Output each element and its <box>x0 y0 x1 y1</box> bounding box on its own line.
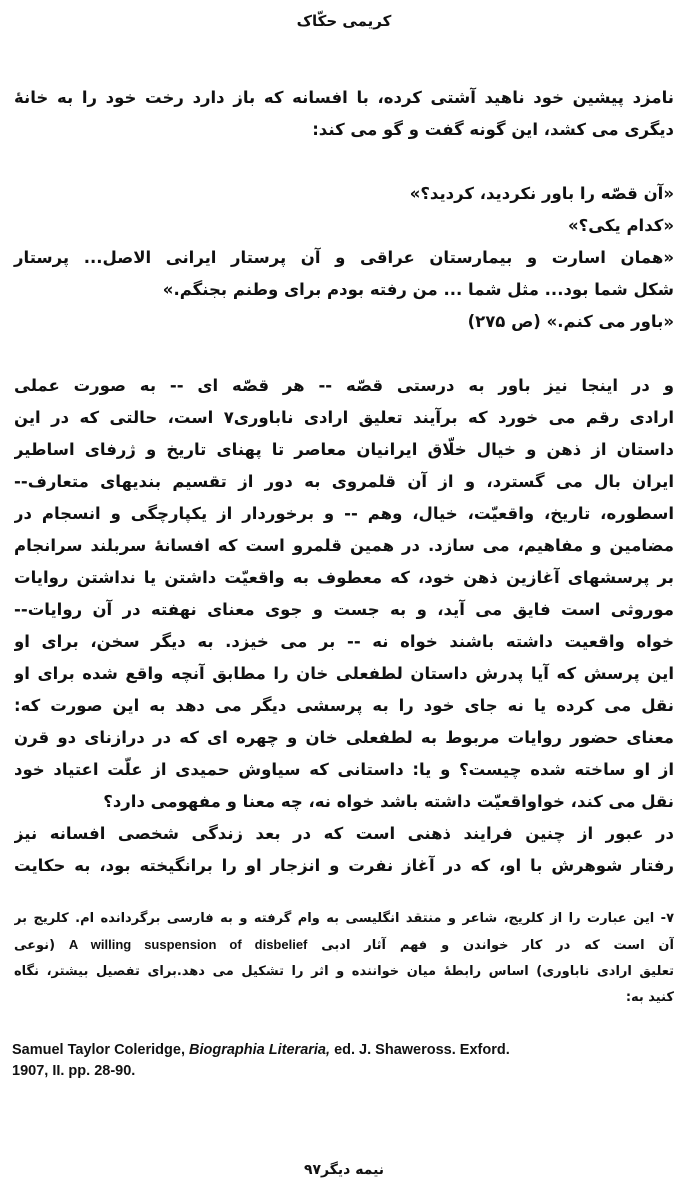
paragraph-line: مضامین و مفاهیم، می سازد. در همین قلمرو است که افسانهٔ سربلند سرانجام <box>14 536 674 555</box>
footnote-line: ۷- این عبارت را از کلریج، شاعر و منتقد انگلیسی به وام گرفته و به فارسی برگردانده ام. کلریج بر <box>14 911 674 926</box>
paragraph-line: نقل می کرده یا نه جای خود را به پرسشی دیگر می دهد به این صورت که: <box>14 696 674 715</box>
footnote-latin-phrase: A willing suspension of disbelief <box>68 937 308 952</box>
page-footer: نیمه دیگر۹۷ <box>303 1162 385 1178</box>
citation-line: 1907, II. pp. 28-90. <box>12 1063 136 1079</box>
paragraph-line: بر پرسشهای آغازین ذهن خود، که معطوف به واقعیّت داشتن یا نداشتن روایات <box>14 568 674 587</box>
dialogue-line: «کدام یکی؟» <box>568 216 674 235</box>
dialogue-line: «آن قصّه را باور نکردید، کردید؟» <box>409 184 674 203</box>
paragraph-line: خواه واقعیت داشته باشند خواه نه -- بر می خیزد. به دیگر سخن، برای او <box>14 632 674 651</box>
footnote-line: تعلیق ارادی ناباوری) اساس رابطهٔ میان خواننده و اثر را تشکیل می دهد.برای تفصیل بیشتر، نگاه <box>14 964 674 979</box>
paragraph-line: از او ساخته شده چیست؟ و یا: داستانی که سیاوش حمیدی از علّت اعتیاد خود <box>14 760 674 779</box>
bibliographic-citation <box>12 1040 682 1082</box>
dialogue-line: شکل شما بود... مثل شما ... من رفته بودم برای وطنم بجنگم.» <box>162 280 674 299</box>
footnote-line-mixed <box>14 932 674 959</box>
paragraph-line: در عبور از چنین فرایند ذهنی است که در بعد زندگی شخصی افسانه نیز <box>14 824 674 843</box>
intro-line: نامزد پیشین خود ناهید آشتی کرده، با افسانه که باز دارد رخت خود را به خانهٔ <box>14 88 674 107</box>
footnote <box>14 906 674 1011</box>
footnote-text: آن است که در کار خواندن و فهم آثار ادبی <box>321 938 674 953</box>
paragraph-line: نقل می کند، خواواقعیّت داشته باشد خواه نه، چه معنا و مفهومی دارد؟ <box>103 792 674 811</box>
paragraph-line: ارادی رقم می خورد که برآیند تعلیق ارادی ناباوری۷ است، حالتی که در این <box>14 408 674 427</box>
dialogue-line: «همان اسارت و بیمارستان عراقی و آن پرستار ایرانی الاصل... پرستار <box>14 248 674 267</box>
paragraph-line: اسطوره، تاریخ، واقعیّت، خیال، وهم -- و برخوردار از یکپارچگی و انسجام در <box>14 504 674 523</box>
paragraph-line: این پرسش که آیا پدرش داستان لطفعلی خان را مطابق آنچه واقع شده برای او <box>14 664 674 683</box>
intro-paragraph <box>14 82 674 146</box>
paragraph-line: داستان از ذهن و خیال خلّاق ایرانیان معاصر تا پهنای تاریخ و ژرفای اساطیر <box>14 440 674 459</box>
paragraph-line: معنای حضور روایات مربوط به لطفعلی خان و چهره ای که در درازنای دو قرن <box>14 728 674 747</box>
paragraph-line: رفتار شوهرش با او، که در آغاز نفرت و انزجار او را برانگیخته بود، به حکایت <box>14 856 674 875</box>
citation-author: Samuel Taylor Coleridge, <box>12 1042 185 1058</box>
dialogue-block <box>14 178 674 338</box>
paragraph-line: موروثی است فایق می آید، و به جست و جوی معنای نهفته در آن روایات-- <box>14 600 674 619</box>
citation-publisher: ed. J. Shaweross. Exford. <box>334 1042 510 1058</box>
intro-line: دیگری می کشد، این گونه گفت و گو می کند: <box>312 120 674 139</box>
dialogue-line: «باور می کنم.» (ص ۲۷۵) <box>467 312 674 331</box>
paragraph-line: و در اینجا نیز باور به درستی قصّه -- هر قصّه ای -- به صورت عملی <box>14 376 674 395</box>
running-title: کریمی حکّاک <box>296 12 392 30</box>
footnote-text: (نوعی <box>14 938 56 953</box>
paragraph-line: ایران بال می گسترد، و از آن قلمروی به دور از تقسیم بندیهای متعارف-- <box>14 472 674 491</box>
main-paragraph <box>14 370 674 882</box>
citation-line <box>12 1040 682 1061</box>
footnote-line: کنید به: <box>625 990 674 1005</box>
citation-title: Biographia Literaria, <box>189 1042 331 1058</box>
